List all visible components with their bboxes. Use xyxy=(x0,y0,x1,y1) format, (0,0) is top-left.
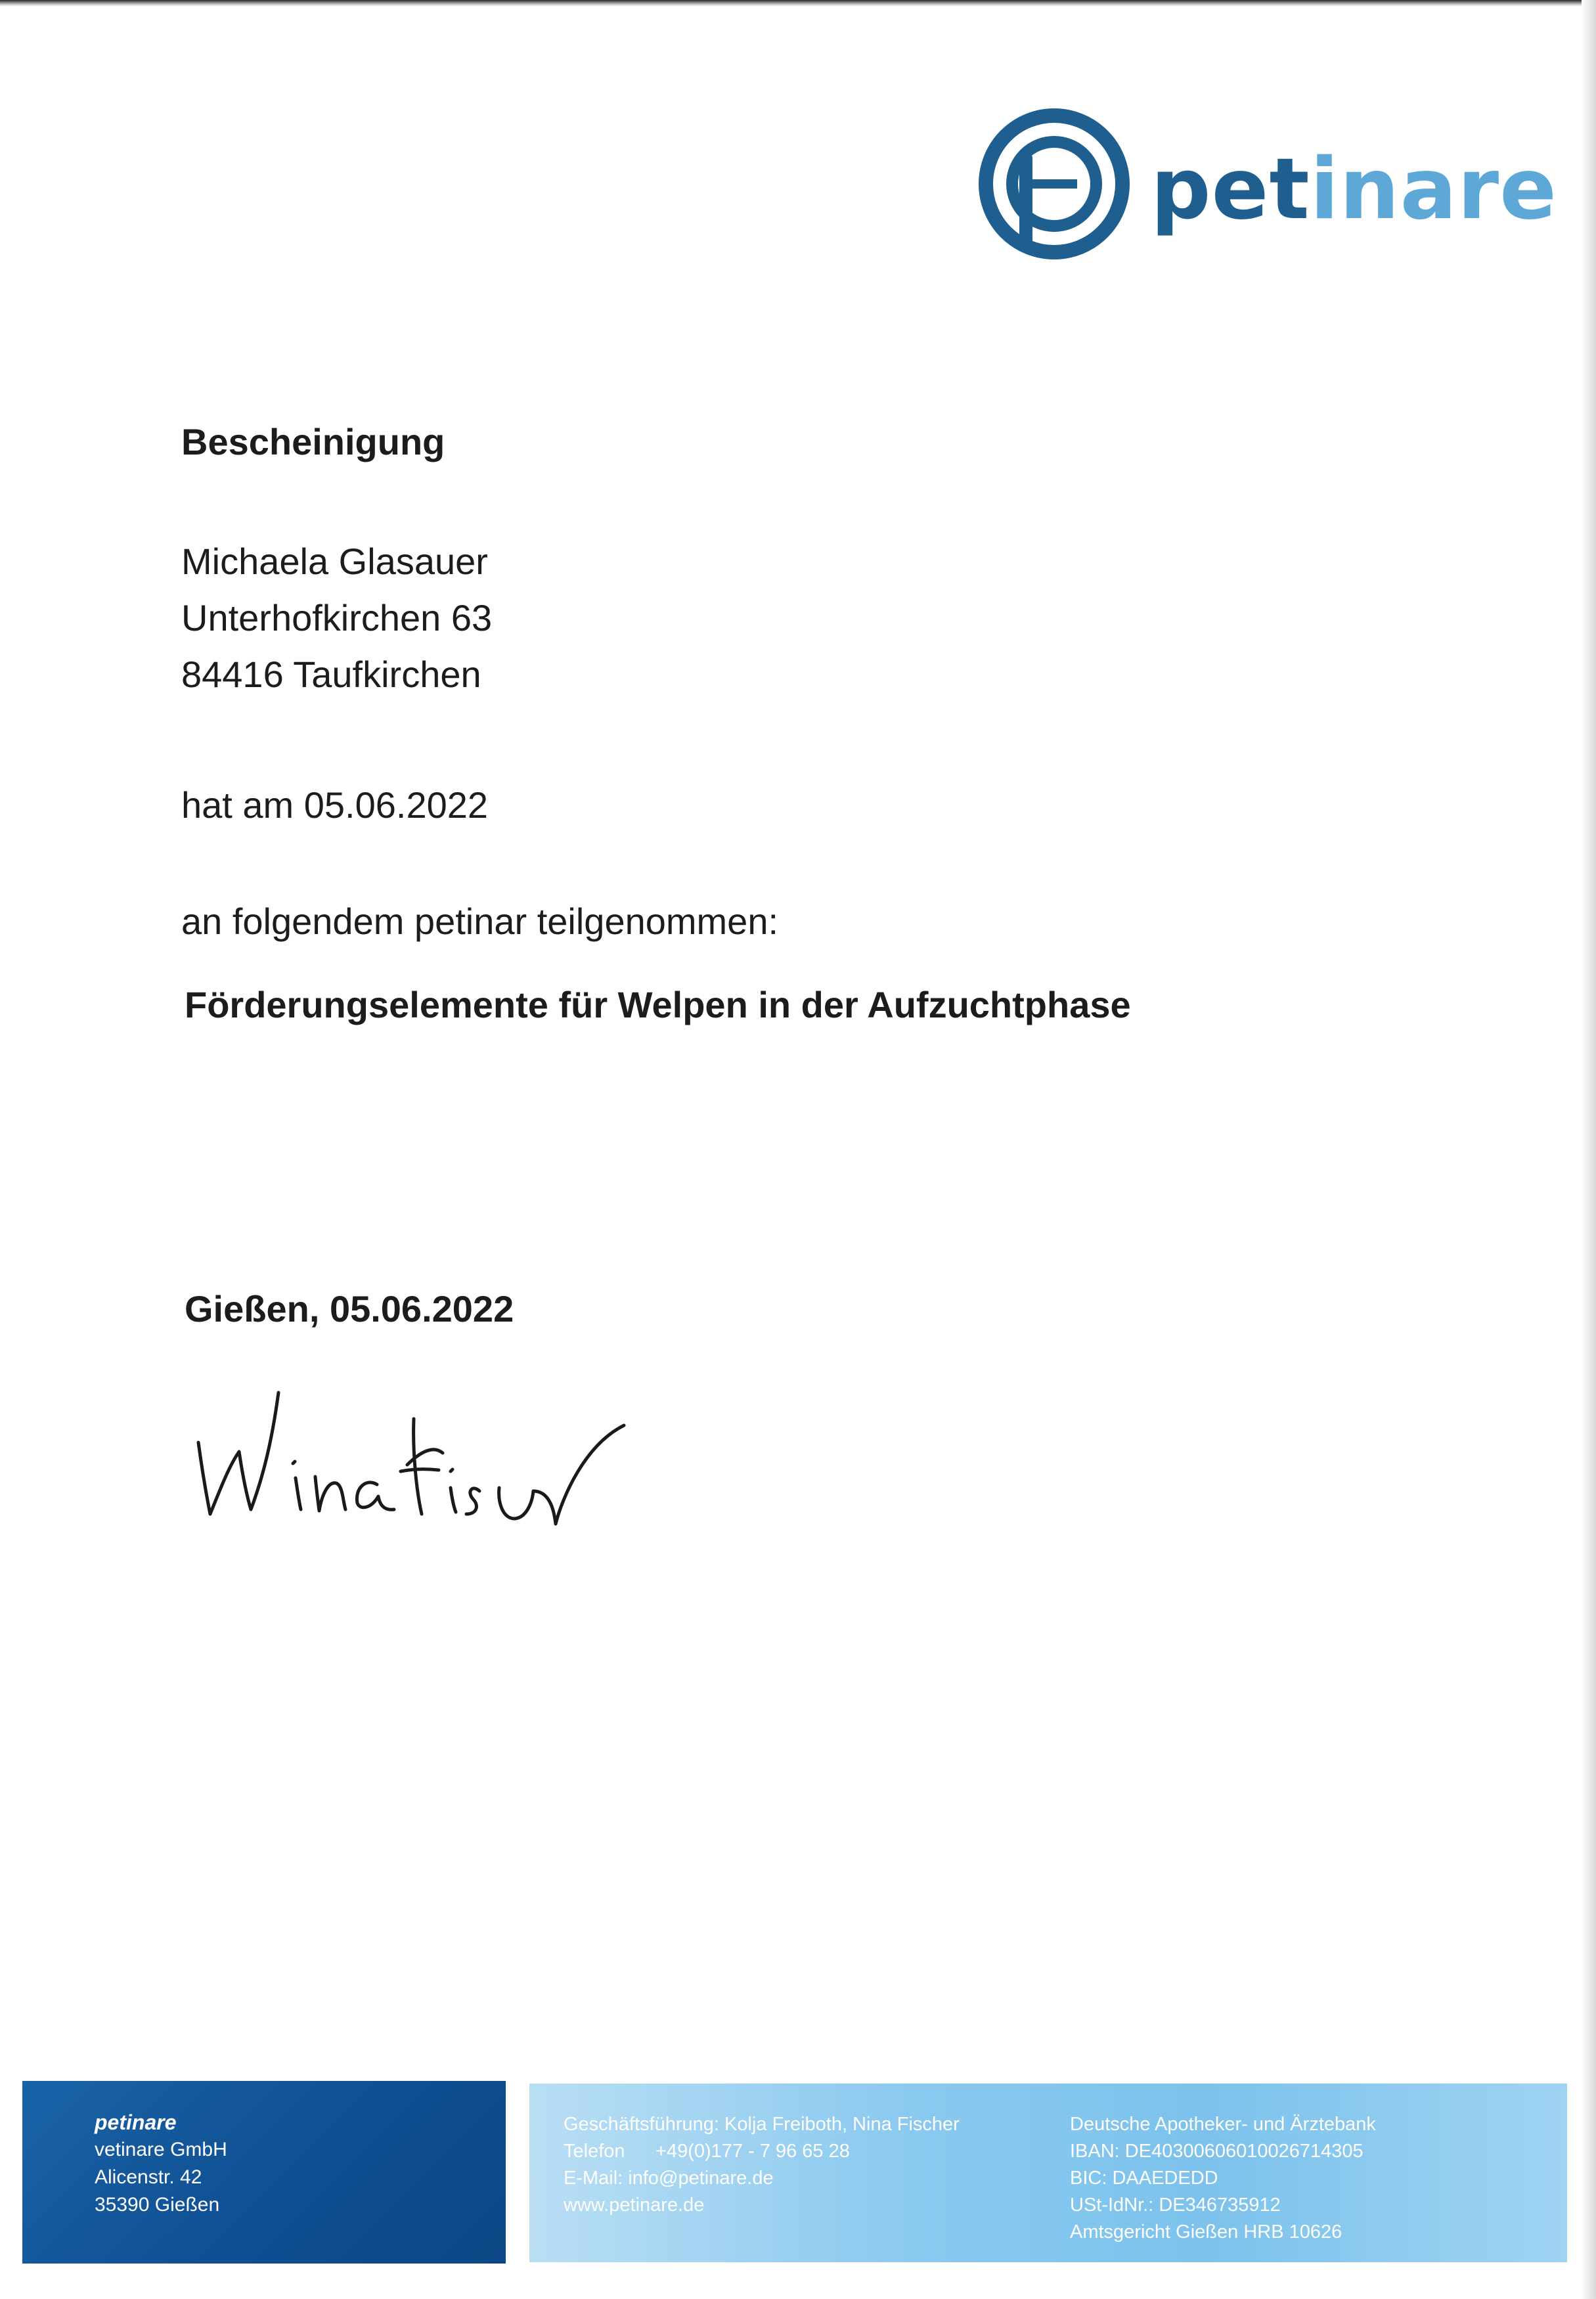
logo-word-part-dark: pet xyxy=(1151,140,1310,238)
footer-info-panel xyxy=(529,2084,1567,2262)
footer-contact-column xyxy=(564,2111,960,2219)
recipient-name: Michaela Glasauer xyxy=(181,541,488,582)
course-title: Förderungselemente für Welpen in der Aufzuchtphase xyxy=(185,984,1131,1025)
logo-wordmark xyxy=(1151,141,1557,238)
footer-vat-id: USt-IdNr.: DE346735912 xyxy=(1070,2195,1281,2216)
logo-word-part-light: nare xyxy=(1339,140,1557,238)
footer-phone: +49(0)177 - 7 96 65 28 xyxy=(655,2141,850,2162)
footer-phone-label: Telefon xyxy=(564,2141,625,2162)
certificate-title: Bescheinigung xyxy=(181,421,445,462)
footer-company-panel xyxy=(22,2081,506,2264)
footer-company-name: vetinare GmbH xyxy=(95,2139,227,2160)
signature xyxy=(190,1379,637,1550)
recipient-city: 84416 Taufkirchen xyxy=(181,654,481,695)
footer-management: Geschäftsführung: Kolja Freiboth, Nina Fischer xyxy=(564,2114,960,2135)
footer-bic: BIC: DAAEDEDD xyxy=(1070,2168,1218,2189)
recipient-address xyxy=(181,533,492,703)
petinare-p-icon xyxy=(979,108,1130,259)
company-logo xyxy=(979,105,1557,263)
footer-bank-name: Deutsche Apotheker- und Ärztebank xyxy=(1070,2114,1376,2135)
footer-iban: IBAN: DE40300606010026714305 xyxy=(1070,2141,1363,2162)
footer-court-register: Amtsgericht Gießen HRB 10626 xyxy=(1070,2221,1342,2243)
attendance-date-line: hat am 05.06.2022 xyxy=(181,784,489,826)
recipient-street: Unterhofkirchen 63 xyxy=(181,597,493,638)
footer-phone-line xyxy=(564,2138,960,2165)
scan-page-edge xyxy=(1582,0,1596,2299)
footer-brand: petinare xyxy=(95,2110,177,2134)
footer-company-street: Alicenstr. 42 xyxy=(95,2166,202,2188)
scan-top-shadow xyxy=(0,0,1596,7)
attendance-intro: an folgendem petinar teilgenommen: xyxy=(181,901,779,942)
footer-email: E-Mail: info@petinare.de xyxy=(564,2168,774,2189)
logo-word-part-light-i: i xyxy=(1310,140,1340,238)
footer-company-city: 35390 Gießen xyxy=(95,2194,220,2216)
place-and-date: Gießen, 05.06.2022 xyxy=(185,1288,514,1329)
footer-website: www.petinare.de xyxy=(564,2195,705,2216)
footer-bank-column xyxy=(1070,2111,1376,2246)
